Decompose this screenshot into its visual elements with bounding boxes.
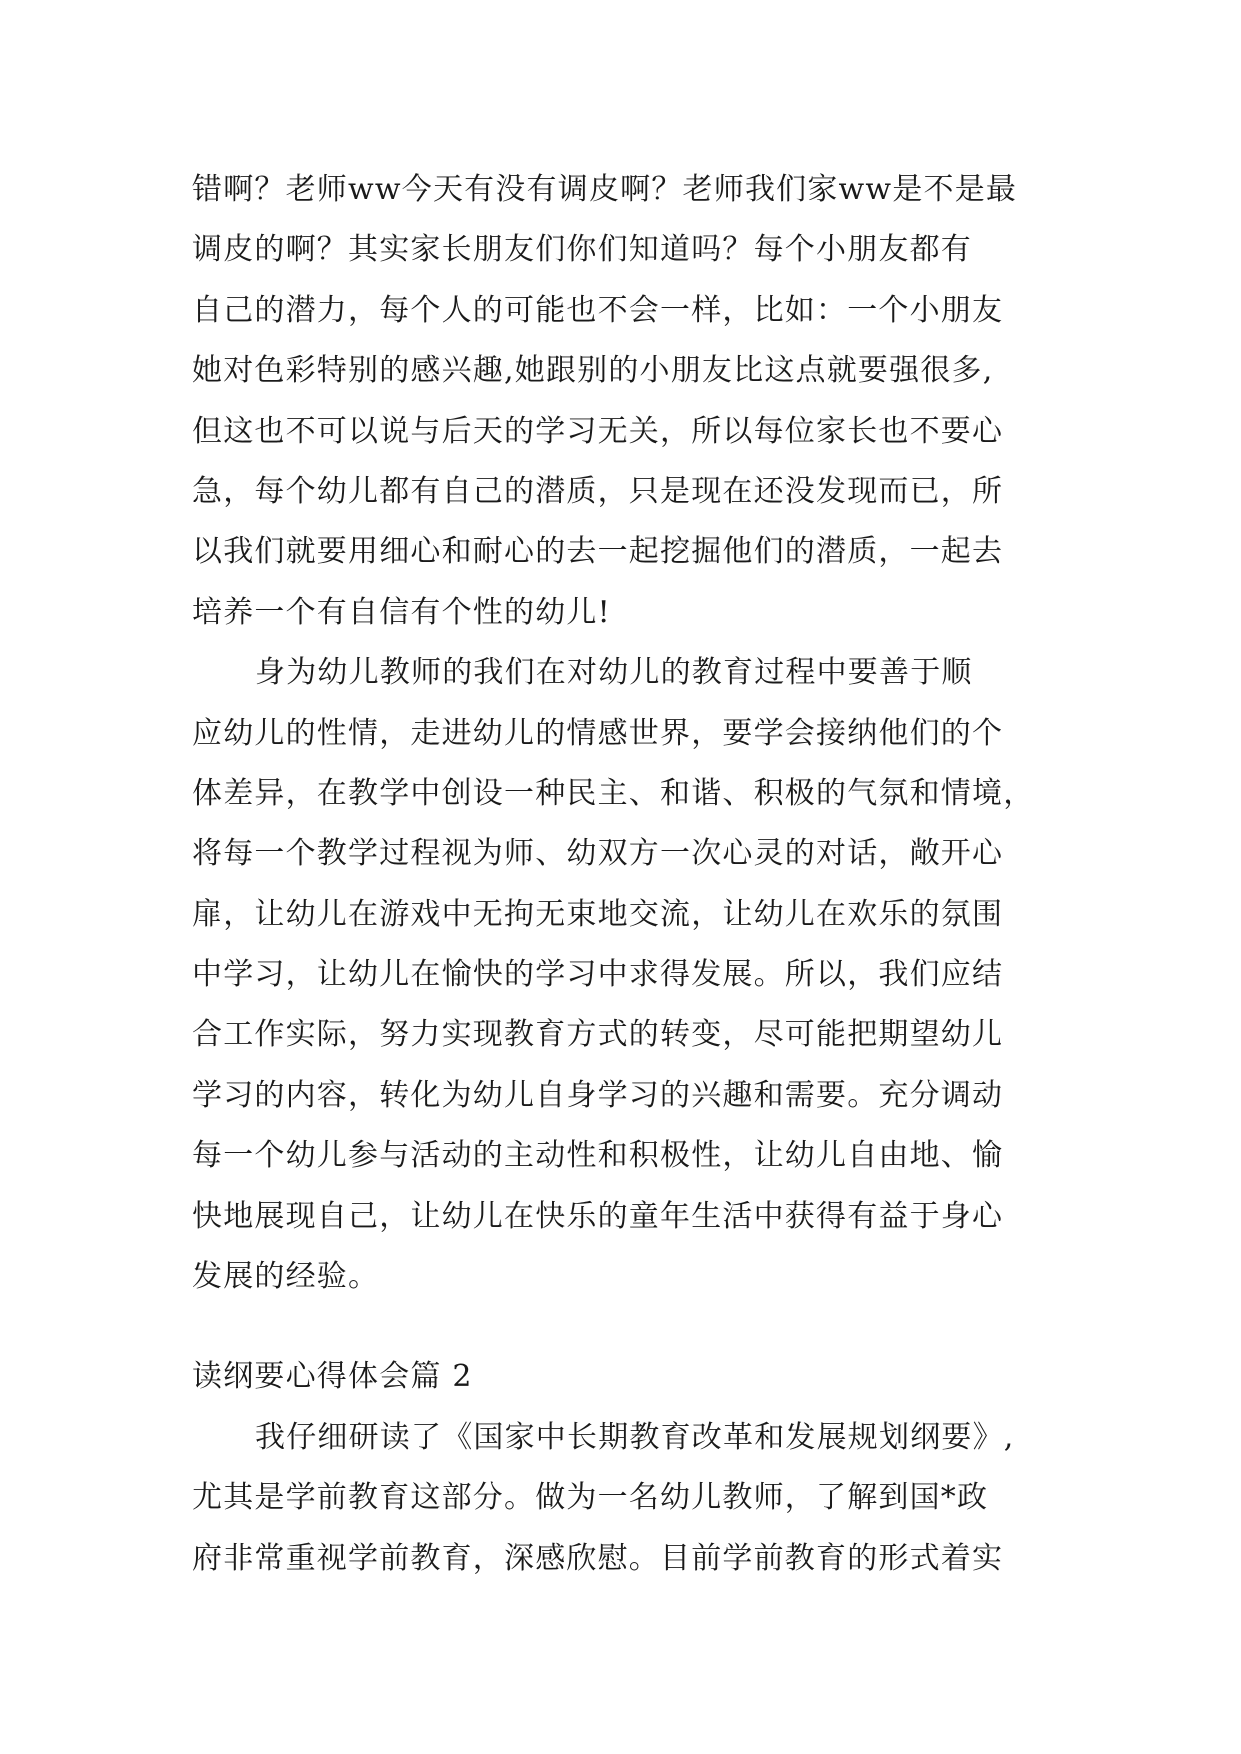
text-line: 她对色彩特别的感兴趣,她跟别的小朋友比这点就要强很多, bbox=[192, 353, 994, 389]
text-line: 急，每个幼儿都有自己的潜质，只是现在还没发现而已，所 bbox=[192, 473, 1004, 509]
text-line: 应幼儿的性情，走进幼儿的情感世界，要学会接纳他们的个 bbox=[192, 715, 1004, 751]
text-line: 中学习，让幼儿在愉快的学习中求得发展。所以，我们应结 bbox=[192, 957, 1004, 993]
section-heading: 读纲要心得体会篇 2 bbox=[192, 1359, 473, 1395]
text-line: 每一个幼儿参与活动的主动性和积极性，让幼儿自由地、愉 bbox=[192, 1138, 1004, 1174]
text-line: 快地展现自己，让幼儿在快乐的童年生活中获得有益于身心 bbox=[192, 1198, 1004, 1234]
text-line: 学习的内容，转化为幼儿自身学习的兴趣和需要。充分调动 bbox=[192, 1077, 1004, 1113]
text-line: 府非常重视学前教育，深感欣慰。目前学前教育的形式着实 bbox=[192, 1540, 1004, 1576]
text-line: 以我们就要用细心和耐心的去一起挖掘他们的潜质，一起去 bbox=[192, 534, 1004, 570]
text-line: 将每一个教学过程视为师、幼双方一次心灵的对话，敞开心 bbox=[192, 836, 1004, 872]
section-spacer bbox=[192, 1307, 1054, 1347]
text-line: 发展的经验。 bbox=[192, 1259, 380, 1295]
text-line: 但这也不可以说与后天的学习无关，所以每位家长也不要心 bbox=[192, 413, 1004, 449]
text-line: 错啊？老师ww今天有没有调皮啊？老师我们家ww是不是最 bbox=[192, 172, 1018, 207]
text-line: 合工作实际，努力实现教育方式的转变，尽可能把期望幼儿 bbox=[192, 1017, 1004, 1053]
text-line: 我仔细研读了《国家中长期教育改革和发展规划纲要》, bbox=[255, 1419, 1015, 1455]
text-line: 调皮的啊？其实家长朋友们你们知道吗？每个小朋友都有 bbox=[192, 232, 972, 268]
text-line: 扉，让幼儿在游戏中无拘无束地交流，让幼儿在欢乐的氛围 bbox=[192, 896, 1004, 932]
text-line: 自己的潜力，每个人的可能也不会一样，比如：一个小朋友 bbox=[192, 292, 1004, 328]
paragraph-teacher bbox=[192, 643, 1054, 1307]
text-line: 尤其是学前教育这部分。做为一名幼儿教师，了解到国*政 bbox=[192, 1480, 989, 1516]
text-line: 体差异，在教学中创设一种民主、和谐、积极的气氛和情境， bbox=[192, 775, 1035, 811]
text-line: 身为幼儿教师的我们在对幼儿的教育过程中要善于顺 bbox=[255, 655, 973, 691]
paragraph-outline bbox=[192, 1408, 1054, 1589]
paragraph-continued bbox=[192, 160, 1054, 643]
document-body bbox=[192, 160, 1054, 1589]
text-line: 培养一个有自信有个性的幼儿! bbox=[192, 594, 611, 630]
